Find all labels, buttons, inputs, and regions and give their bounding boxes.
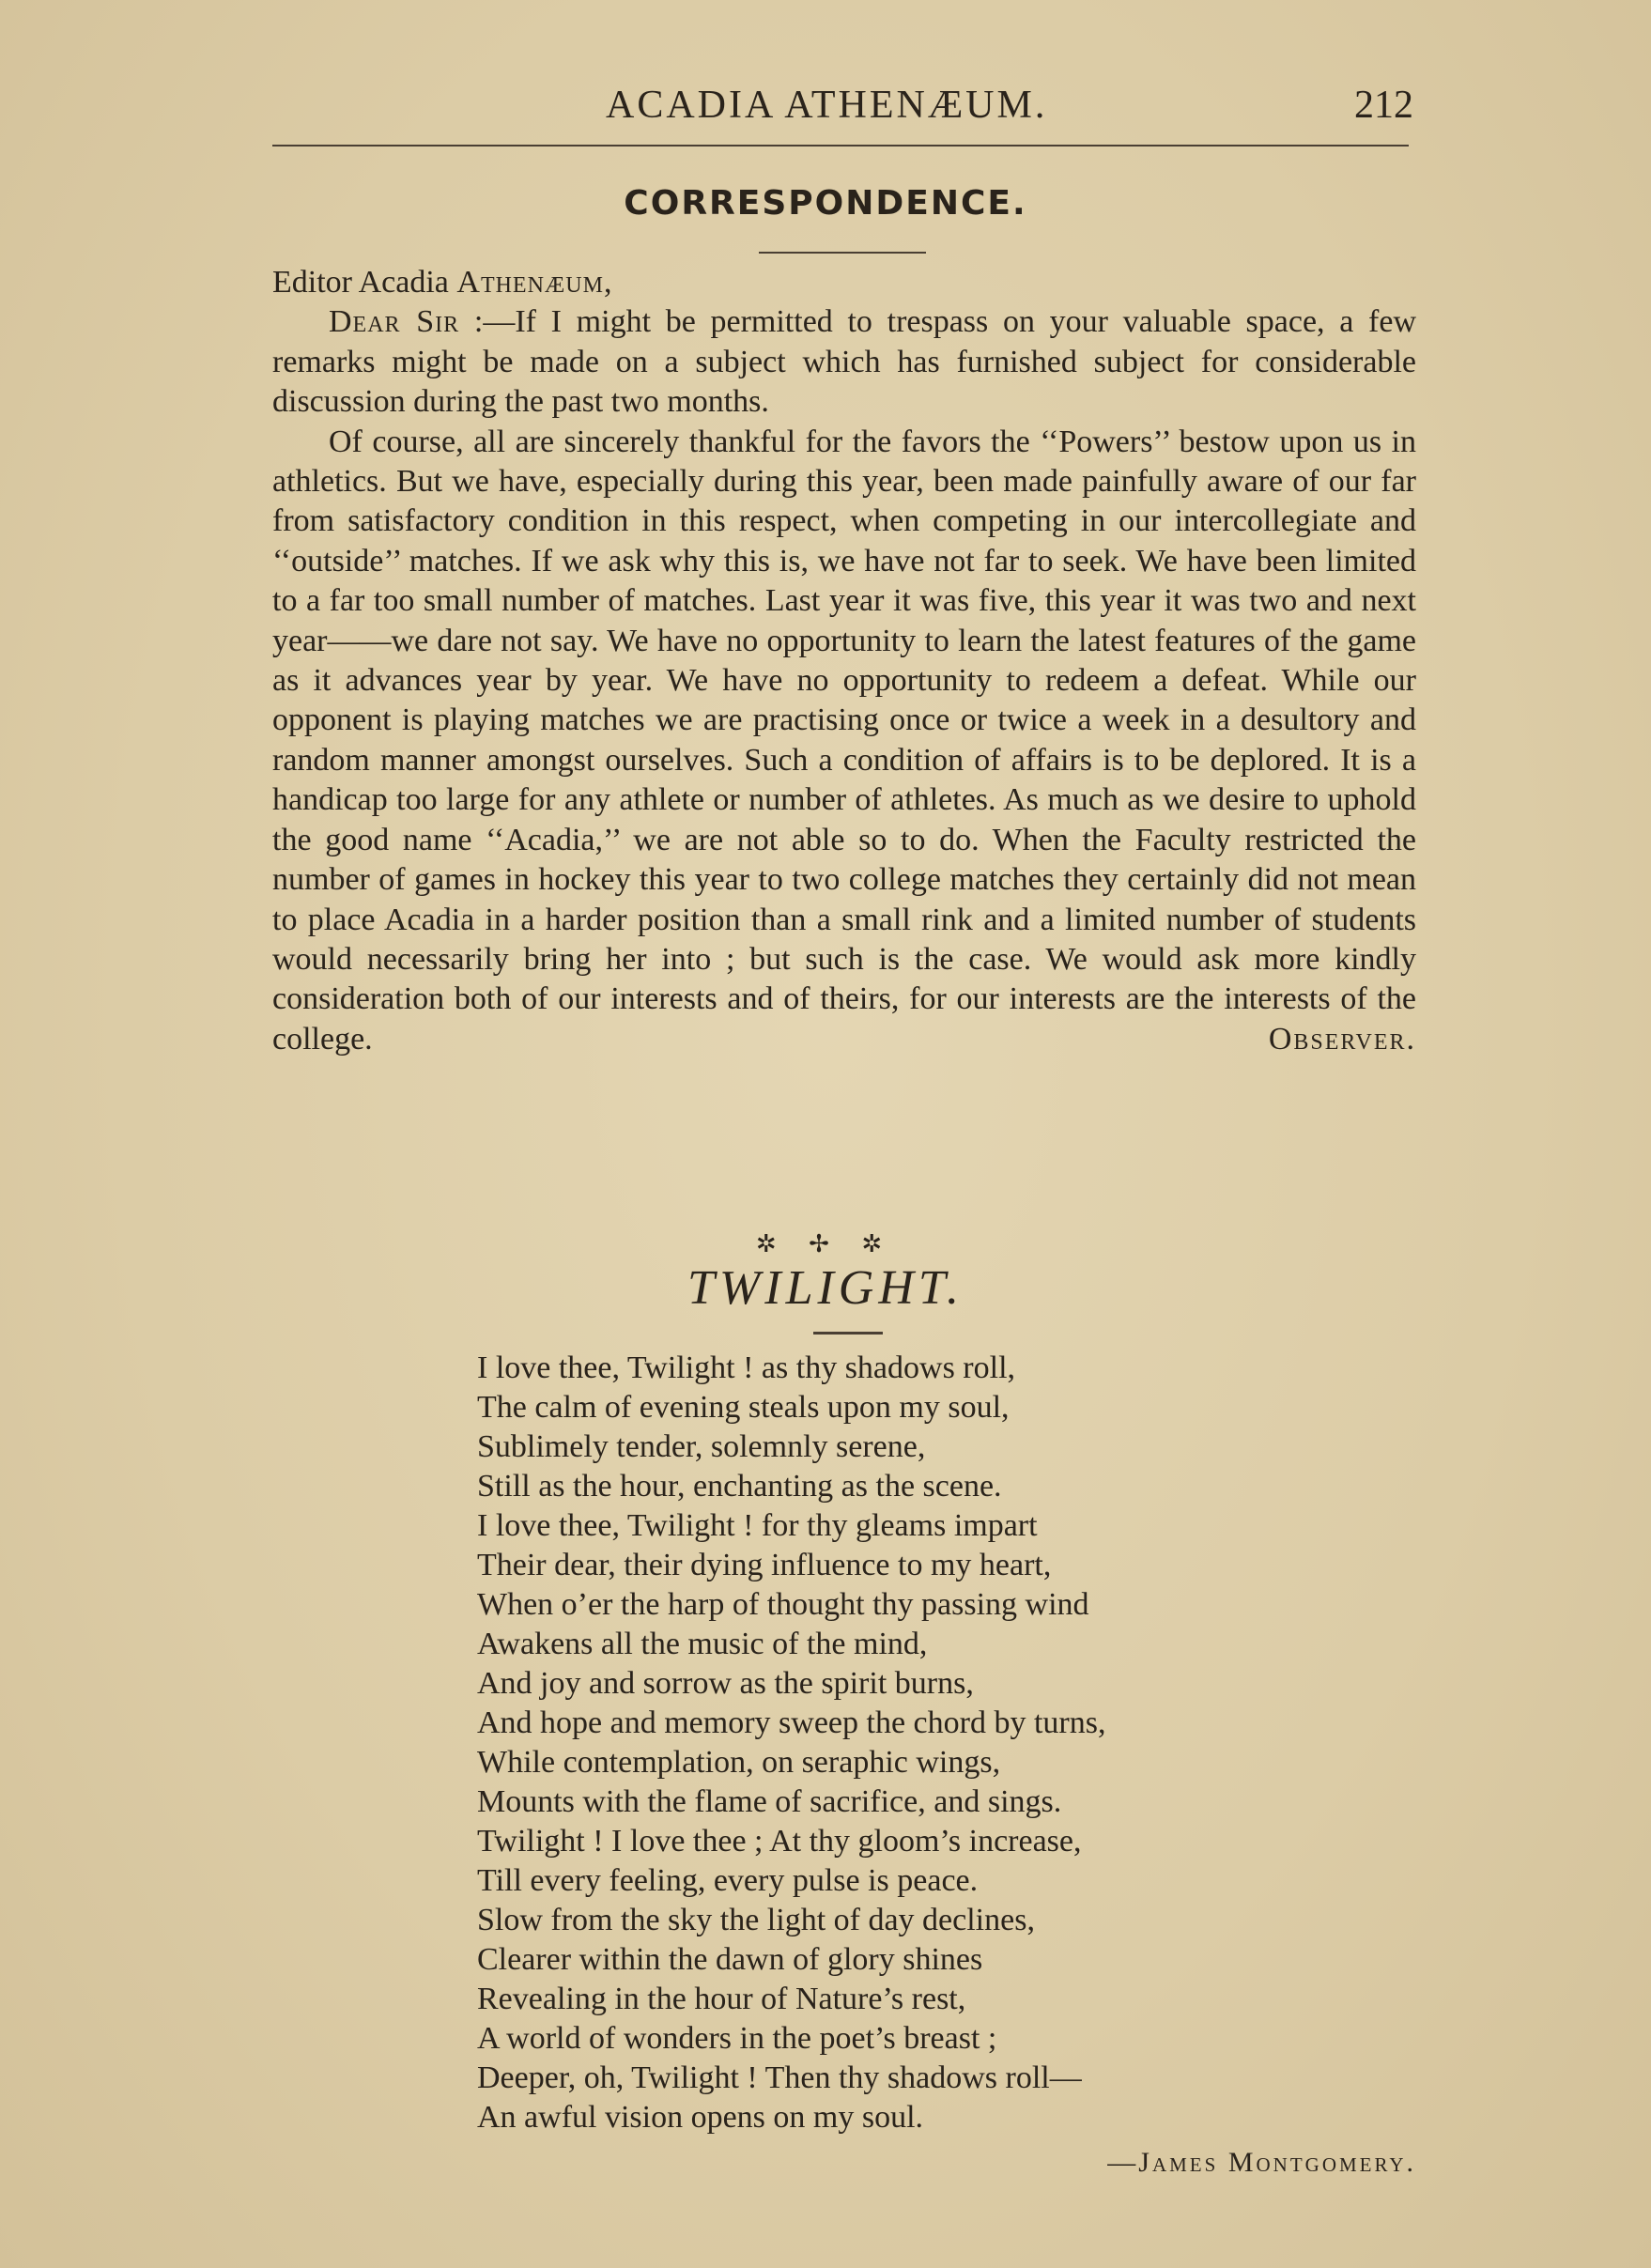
poem-author: —James Montgomery.: [1107, 2147, 1416, 2178]
poem-line: The calm of evening steals upon my soul,: [477, 1390, 1010, 1425]
heading-rule: [759, 252, 926, 254]
letter-paragraph-2-text: Of course, all are sincerely thankful for the favors the ‘‘Powers’’ bestow upon us in athletics. But we have, especially during this year, been made painfully aware of our far from satisfactory condition in this respect, when competing in our intercollegiate and ‘‘outside’’ matches. If we ask why this is, we have not far to seek. We have been limited to a far too small number of matches. Last year it was five, this year it was two and next year——we dare not say. We have no opportunity to learn the latest features of the game as it advances year by year. We have no opportunity to redeem a defeat. While our opponent is playing matches we are practising once or twice a week in a desultory and random manner amongst ourselves. Such a condition of affairs is to be deplored. It is a handicap too large for any athlete or number of athletes. As much as we desire to uphold the good name ‘‘Acadia,’’ we are not able so to do. When the Faculty restricted the number of games in hockey this year to two college matches they certainly did not mean to place Acadia in a harder position than a small rink and a limited number of students would necessarily bring her into ; but such is the case. We would ask more kindly consideration both of our interests and of theirs, for our interests are the interests of the college.: [272, 424, 1416, 1057]
poem-line: Sublimely tender, solemnly serene,: [477, 1429, 926, 1464]
poem-line: I love thee, Twilight ! as thy shadows roll,: [477, 1350, 1016, 1385]
letter-signature: Observer.: [1268, 1021, 1416, 1057]
letter-greeting: Dear Sir: [329, 304, 460, 340]
poem-line: When o’er the harp of thought thy passing wind: [477, 1587, 1089, 1622]
asterism-ornament: ✲ ✢ ✲: [755, 1230, 896, 1257]
page-number: 212: [1354, 84, 1413, 127]
letter-paragraph-2: [272, 423, 1416, 1060]
salutation-suffix: ,: [603, 265, 612, 300]
poem-line: Awakens all the music of the mind,: [477, 1627, 928, 1661]
poem-line: Deeper, oh, Twilight ! Then thy shadows roll—: [477, 2060, 1082, 2095]
poem-line: And hope and memory sweep the chord by turns,: [477, 1705, 1106, 1740]
poem-line: Slow from the sky the light of day declines,: [477, 1903, 1035, 1937]
poem-title-rule: [813, 1332, 883, 1335]
poem-line: Still as the hour, enchanting as the scene.: [477, 1469, 1002, 1504]
letter-salutation: [272, 263, 1416, 302]
letter-paragraph-1: [272, 302, 1416, 422]
poem-line: And joy and sorrow as the spirit burns,: [477, 1666, 974, 1701]
salutation-prefix: Editor Acadia: [272, 265, 457, 300]
letter-paragraph-1-text: :—If I might be permitted to trespass on your valuable space, a few remarks might be made on a subject which has furnished subject for considerable discussion during the past two months.: [272, 304, 1416, 420]
journal-title: ACADIA ATHENÆUM.: [606, 84, 1048, 127]
poem-body: [477, 1349, 1105, 2137]
running-header: [272, 83, 1413, 139]
poem-line: An awful vision opens on my soul.: [477, 2100, 924, 2135]
poem-line: I love thee, Twilight ! for thy gleams impart: [477, 1508, 1038, 1543]
poem-line: Twilight ! I love thee ; At thy gloom’s increase,: [477, 1824, 1082, 1859]
header-rule: [272, 145, 1409, 147]
section-heading: CORRESPONDENCE.: [624, 184, 1027, 223]
poem-line: A world of wonders in the poet’s breast ;: [477, 2021, 997, 2056]
poem-title: TWILIGHT.: [687, 1261, 964, 1315]
poem-line: Their dear, their dying influence to my heart,: [477, 1548, 1052, 1582]
salutation-name: Athenæum: [456, 265, 604, 300]
poem-line: Mounts with the flame of sacrifice, and sings.: [477, 1784, 1062, 1819]
poem-line: Revealing in the hour of Nature’s rest,: [477, 1982, 966, 2016]
poem-line: Till every feeling, every pulse is peace.: [477, 1863, 979, 1898]
correspondence-letter: [272, 263, 1416, 1059]
poem-line: While contemplation, on seraphic wings,: [477, 1745, 1001, 1780]
poem-line: Clearer within the dawn of glory shines: [477, 1942, 983, 1977]
